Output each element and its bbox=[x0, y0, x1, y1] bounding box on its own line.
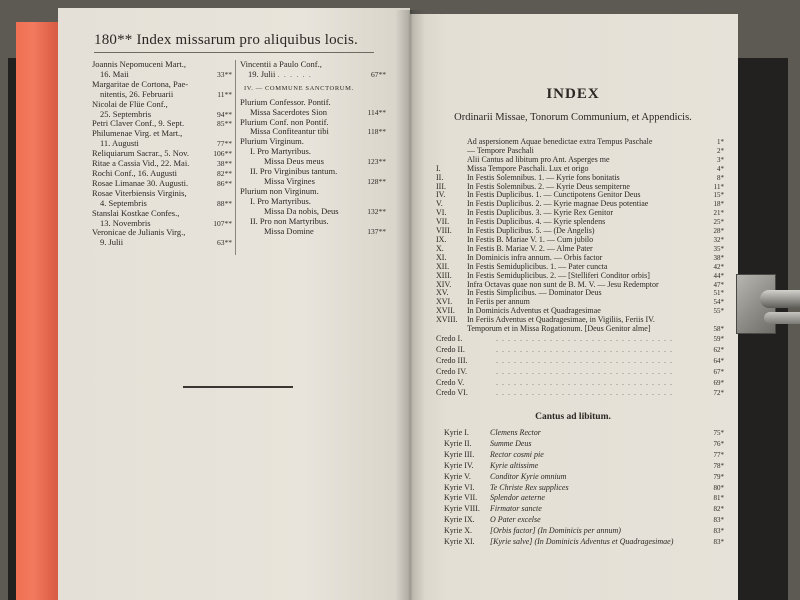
entry-label-cont: 16. Maii bbox=[100, 69, 129, 79]
credo-label: Credo V. bbox=[436, 377, 465, 387]
kyrie-text: Clemens Rector bbox=[490, 428, 541, 437]
index-entry bbox=[240, 197, 386, 207]
index-entry bbox=[240, 187, 386, 197]
index-entry bbox=[240, 108, 386, 118]
kyrie-page: 83* bbox=[713, 527, 724, 536]
kyrie-key: Kyrie X. bbox=[444, 526, 472, 536]
entry-text: In Festis Duplicibus. 3. — Kyrie Rex Genitor bbox=[467, 209, 613, 218]
entry-text: In Festis Solemnibus. 1. — Kyrie fons bonitatis bbox=[467, 173, 620, 182]
entry-key: VII. bbox=[436, 217, 450, 227]
index-entry bbox=[92, 209, 232, 219]
entry-page: 42* bbox=[713, 262, 724, 271]
index-entry bbox=[240, 177, 386, 187]
index-entry bbox=[92, 179, 232, 189]
kyrie-text: Firmator sancte bbox=[490, 504, 542, 514]
credo-page: 62* bbox=[713, 345, 724, 354]
entry-page: 77** bbox=[217, 139, 232, 149]
entry-page: 33** bbox=[217, 69, 232, 79]
entry-key: XI. bbox=[436, 252, 447, 262]
entry-page: 67** bbox=[371, 69, 386, 79]
credo-label: Credo VI. bbox=[436, 388, 468, 398]
entry-text: In Festis Duplicibus. 5. — (De Angelis) bbox=[467, 227, 595, 236]
entry-key: X. bbox=[436, 243, 444, 253]
entry-text: Infra Octavas quae non sunt de B. M. V. — Jesu Redemptor bbox=[467, 280, 659, 289]
entry-key: XII. bbox=[436, 261, 450, 271]
index-subtitle: Ordinarii Missae, Tonorum Communium, et Appendicis. bbox=[454, 112, 692, 123]
metal-clasp bbox=[730, 268, 800, 338]
entry-page: 44* bbox=[713, 271, 724, 280]
entry-label: I. Pro Martyribus. bbox=[250, 196, 311, 206]
entry-text-cont: Temporum et in Missa Rogationum. [Deus Genitor alme] bbox=[467, 325, 651, 334]
entry-label: Plurium Conf. non Pontif. bbox=[240, 117, 329, 127]
credo-label: Credo III. bbox=[436, 355, 468, 365]
credo-entry bbox=[436, 367, 724, 378]
kyrie-entry bbox=[444, 428, 724, 439]
entry-label: Plurium Confessor. Pontif. bbox=[240, 97, 331, 107]
entry-key: IX. bbox=[436, 234, 447, 244]
index-entry-cont bbox=[436, 325, 724, 334]
entry-key: III. bbox=[436, 181, 446, 191]
entry-page: 25* bbox=[713, 218, 724, 227]
entry-page: 132** bbox=[367, 206, 386, 216]
entry-text: In Feriis Adventus et Quadragesimae, in Vigiliis, Feriis IV. bbox=[467, 316, 655, 325]
kyrie-key: Kyrie VIII. bbox=[444, 504, 480, 514]
kyrie-page: 83* bbox=[713, 516, 724, 525]
index-entry bbox=[436, 298, 724, 307]
kyrie-entry bbox=[444, 515, 724, 526]
index-entry bbox=[436, 209, 724, 218]
kyrie-text: Summe Deus bbox=[490, 438, 532, 448]
index-entry bbox=[240, 127, 386, 137]
index-entry bbox=[436, 272, 724, 281]
clasp-rod-lower bbox=[764, 312, 800, 324]
entry-label-cont: 13. Novembris bbox=[100, 218, 151, 228]
entry-key: XVIII. bbox=[436, 315, 458, 325]
entry-label-cont: nitentis, 26. Februarii bbox=[100, 89, 174, 99]
entry-text: In Dominicis infra annum. — Orbis factor bbox=[467, 253, 603, 262]
index-entry bbox=[436, 263, 724, 272]
leader-dots: . . . . . . . . . . . . . . . . . . . . . . . . . . . . . . bbox=[496, 366, 673, 376]
index-entry-cont bbox=[92, 70, 232, 80]
index-entry bbox=[240, 118, 386, 128]
left-column-2 bbox=[240, 60, 386, 236]
index-entry bbox=[436, 183, 724, 192]
entry-text: In Festis Duplicibus. 4. — Kyrie splendens bbox=[467, 218, 606, 227]
entry-key: IV. bbox=[436, 190, 446, 200]
kyrie-page: 78* bbox=[713, 461, 724, 470]
index-entry bbox=[436, 156, 724, 165]
index-entry bbox=[92, 100, 232, 110]
entry-page: 58* bbox=[713, 325, 724, 334]
entry-label: Missa Da nobis, Deus bbox=[264, 206, 339, 216]
index-entry bbox=[92, 119, 232, 129]
index-entry bbox=[92, 169, 232, 179]
entry-text: In Festis B. Mariae V. 2. — Alme Pater bbox=[467, 244, 593, 253]
entry-page: 8* bbox=[717, 173, 724, 182]
leader-dots: . . . . . . . . . . . . . . . . . . . . . . . . . . . . . . bbox=[496, 344, 673, 354]
entry-label-cont: 25. Septembris bbox=[100, 109, 151, 119]
entry-text: Alii Cantus ad libitum pro Ant. Asperges me bbox=[467, 155, 610, 164]
kyrie-page: 80* bbox=[713, 483, 724, 492]
index-entry bbox=[436, 218, 724, 227]
leader-dots: . . . . . . . . . . . . . . . . . . . . . . . . . . . . . . bbox=[496, 333, 673, 343]
entry-page: 107** bbox=[213, 218, 232, 228]
entry-key: V. bbox=[436, 199, 443, 209]
entry-page: 123** bbox=[367, 157, 386, 167]
index-entry bbox=[436, 281, 724, 290]
entry-key: XIV. bbox=[436, 279, 452, 289]
entry-page: 2* bbox=[717, 146, 724, 155]
entry-label: Ritae a Cassia Vid., 22. Mai. bbox=[92, 159, 190, 169]
entry-page: 88** bbox=[217, 198, 232, 208]
entry-label: Margaritae de Cortona, Pae- bbox=[92, 79, 189, 89]
credo-page: 72* bbox=[713, 389, 724, 398]
entry-page: 94** bbox=[217, 109, 232, 119]
index-entry bbox=[92, 60, 232, 70]
index-entry bbox=[436, 165, 724, 174]
entry-key: XVII. bbox=[436, 306, 455, 316]
index-entry bbox=[436, 191, 724, 200]
entry-page: 38* bbox=[713, 253, 724, 262]
left-page-header: 180** Index missarum pro aliquibus locis. bbox=[94, 32, 359, 48]
entry-page: 4* bbox=[717, 164, 724, 173]
entry-page: 118** bbox=[367, 127, 386, 137]
entry-page: 82** bbox=[217, 168, 232, 178]
credo-entry bbox=[436, 378, 724, 389]
entry-label: Veronicae de Julianis Virg., bbox=[92, 228, 186, 238]
kyrie-key: Kyrie I. bbox=[444, 428, 469, 437]
entry-label: Plurium non Virginum. bbox=[240, 186, 319, 196]
entry-label: Missa Sacerdotes Sion bbox=[250, 107, 327, 117]
entry-text: In Festis Solemnibus. 2. — Kyrie Deus sempiterne bbox=[467, 182, 630, 191]
index-entry bbox=[92, 228, 232, 238]
entry-page: 55* bbox=[713, 307, 724, 316]
kyrie-entry bbox=[444, 461, 724, 472]
kyrie-key: Kyrie IX. bbox=[444, 515, 475, 525]
kyrie-text: [Orbis factor] (In Dominicis per annum) bbox=[490, 526, 621, 536]
leader-dots: . . . . . . . . . . . . . . . . . . . . . . . . . . . . . . bbox=[496, 355, 673, 365]
entry-page: 28* bbox=[713, 227, 724, 236]
entry-text: In Feriis per annum bbox=[467, 298, 530, 307]
kyrie-key: Kyrie VII. bbox=[444, 493, 478, 503]
entry-page: 21* bbox=[713, 209, 724, 218]
entry-page: 63** bbox=[217, 238, 232, 248]
entry-page: 32* bbox=[713, 235, 724, 244]
entry-label: Missa Confiteantur tibi bbox=[250, 127, 329, 137]
credo-page: 64* bbox=[713, 356, 724, 365]
entry-key: VI. bbox=[436, 208, 447, 218]
entry-page: 1* bbox=[717, 138, 724, 146]
index-entry bbox=[240, 217, 386, 227]
index-entry bbox=[92, 80, 232, 90]
kyrie-text: O Pater excelse bbox=[490, 515, 541, 525]
kyrie-key: Kyrie V. bbox=[444, 471, 471, 481]
entry-text: In Festis Duplicibus. 1. — Cunctipotens Genitor Deus bbox=[467, 191, 641, 200]
entry-label: Nicolai de Flüe Conf., bbox=[92, 99, 168, 109]
index-entry bbox=[92, 159, 232, 169]
entry-text: In Festis B. Mariae V. 1. — Cum jubilo bbox=[467, 235, 594, 244]
kyrie-page: 76* bbox=[713, 439, 724, 448]
kyrie-key: Kyrie IV. bbox=[444, 460, 474, 470]
index-entry bbox=[92, 129, 232, 139]
entry-label: Philumenae Virg. et Mart., bbox=[92, 129, 183, 139]
entry-key: XVI. bbox=[436, 297, 453, 307]
entry-text: In Festis Duplicibus. 2. — Kyrie magnae Deus potentiae bbox=[467, 200, 649, 209]
index-entry-cont bbox=[92, 238, 232, 248]
entry-label: Reliquiarum Sacrar., 5. Nov. bbox=[92, 149, 189, 159]
entry-page: 3* bbox=[717, 155, 724, 164]
kyrie-key: Kyrie II. bbox=[444, 438, 472, 448]
credo-label: Credo I. bbox=[436, 333, 463, 343]
kyrie-entry bbox=[444, 504, 724, 515]
kyrie-page: 81* bbox=[713, 494, 724, 503]
index-entry bbox=[436, 227, 724, 236]
index-entry bbox=[240, 207, 386, 217]
credo-label: Credo IV. bbox=[436, 366, 467, 376]
credo-page: 67* bbox=[713, 367, 724, 376]
kyrie-text: Kyrie altissime bbox=[490, 460, 539, 470]
entry-key: XIII. bbox=[436, 270, 452, 280]
entry-label: II. Pro non Martyribus. bbox=[250, 216, 329, 226]
credo-label: Credo II. bbox=[436, 344, 465, 354]
index-entry bbox=[436, 245, 724, 254]
entry-label: II. Pro Virginibus tantum. bbox=[250, 167, 338, 177]
entry-label: Rosae Limanae 30. Augusti. bbox=[92, 178, 189, 188]
index-entry bbox=[436, 316, 724, 325]
index-entry bbox=[436, 236, 724, 245]
entry-label: Stanslai Kostkae Confes., bbox=[92, 208, 180, 218]
entry-page: 114** bbox=[367, 107, 386, 117]
kyrie-text: Te Christe Rex supplices bbox=[490, 482, 569, 492]
kyrie-page: 83* bbox=[713, 538, 724, 547]
entry-label: Rosae Viterbiensis Virginis, bbox=[92, 188, 187, 198]
entry-text: — Tempore Paschali bbox=[467, 146, 534, 155]
index-entry bbox=[436, 200, 724, 209]
index-entry bbox=[436, 147, 724, 156]
entry-page: 51* bbox=[713, 289, 724, 298]
kyrie-page: 75* bbox=[713, 429, 724, 437]
kyrie-page: 77* bbox=[713, 450, 724, 459]
kyrie-entry bbox=[444, 526, 724, 537]
index-entry bbox=[240, 60, 386, 70]
entry-text: In Festis Simplicibus. — Dominator Deus bbox=[467, 289, 602, 298]
kyrie-list bbox=[444, 428, 724, 548]
index-entry bbox=[240, 137, 386, 147]
entry-page: 86** bbox=[217, 178, 232, 188]
kyrie-key: Kyrie VI. bbox=[444, 482, 475, 492]
credo-entry bbox=[436, 334, 724, 345]
index-entry bbox=[240, 147, 386, 157]
entry-page: 11* bbox=[713, 182, 724, 191]
index-entry bbox=[436, 289, 724, 298]
index-entry bbox=[436, 174, 724, 183]
left-column-1 bbox=[92, 60, 232, 248]
clasp-rod bbox=[760, 290, 800, 308]
ordinary-index-list bbox=[436, 138, 724, 399]
entry-page: 54* bbox=[713, 298, 724, 307]
entry-page: 47* bbox=[713, 280, 724, 289]
entry-page: 85** bbox=[217, 119, 232, 129]
index-entry bbox=[240, 167, 386, 177]
entry-text: In Festis Semiduplicibus. 2. — [Stelliferi Conditor orbis] bbox=[467, 271, 650, 280]
index-entry-cont bbox=[240, 70, 386, 80]
entry-text: In Dominicis Adventus et Quadragesimae bbox=[467, 307, 601, 316]
index-entry-cont bbox=[92, 219, 232, 229]
kyrie-entry bbox=[444, 472, 724, 483]
index-entry-cont bbox=[92, 110, 232, 120]
index-title: INDEX bbox=[546, 86, 600, 102]
kyrie-text: Splendor aeterne bbox=[490, 493, 545, 503]
kyrie-key: Kyrie III. bbox=[444, 449, 475, 459]
index-entry bbox=[92, 189, 232, 199]
entry-label: Missa Deus meus bbox=[264, 157, 324, 167]
entry-label: Rochi Conf., 16. Augusti bbox=[92, 168, 178, 178]
entry-label: Missa Virgines bbox=[264, 176, 315, 186]
kyrie-entry bbox=[444, 493, 724, 504]
kyrie-text: Rector cosmi pie bbox=[490, 449, 544, 459]
entry-page: 11** bbox=[217, 89, 232, 99]
index-entry bbox=[240, 157, 386, 167]
entry-label: Missa Domine bbox=[264, 226, 314, 236]
end-rule bbox=[183, 386, 293, 388]
kyrie-key: Kyrie XI. bbox=[444, 537, 475, 547]
entry-label-cont: 19. Julii . . . . . . bbox=[248, 69, 312, 79]
entry-key: VIII. bbox=[436, 226, 452, 236]
entry-text: Ad aspersionem Aquae benedictae extra Tempus Paschale bbox=[467, 138, 653, 146]
entry-label: Joannis Nepomuceni Mart., bbox=[92, 60, 186, 69]
index-entry-cont bbox=[92, 199, 232, 209]
index-entry bbox=[92, 149, 232, 159]
index-entry bbox=[240, 98, 386, 108]
entry-label: Plurium Virginum. bbox=[240, 137, 304, 147]
credo-entry bbox=[436, 345, 724, 356]
kyrie-entry bbox=[444, 483, 724, 494]
credo-page: 69* bbox=[713, 378, 724, 387]
entry-key: I. bbox=[436, 163, 441, 173]
entry-page: 35* bbox=[713, 244, 724, 253]
kyrie-entry bbox=[444, 439, 724, 450]
section-heading: IV. — COMMUNE SANCTORUM. bbox=[244, 84, 354, 92]
entry-text: Missa Tempore Paschali. Lux et origo bbox=[467, 164, 589, 173]
entry-key: XV. bbox=[436, 288, 449, 298]
entry-label-cont: 11. Augusti bbox=[100, 139, 139, 149]
index-entry bbox=[436, 138, 724, 147]
entry-text: In Festis Semiduplicibus. 1. — Pater cuncta bbox=[467, 262, 608, 271]
kyrie-entry bbox=[444, 537, 724, 548]
credo-entry bbox=[436, 388, 724, 399]
index-entry bbox=[240, 227, 386, 237]
credo-page: 59* bbox=[713, 334, 724, 343]
kyrie-page: 82* bbox=[713, 505, 724, 514]
kyrie-entry bbox=[444, 450, 724, 461]
entry-key: II. bbox=[436, 172, 444, 182]
entry-page: 137** bbox=[367, 226, 386, 236]
column-divider bbox=[235, 60, 236, 255]
index-entry bbox=[436, 307, 724, 316]
entry-label: I. Pro Martyribus. bbox=[250, 147, 311, 157]
entry-page: 15* bbox=[713, 191, 724, 200]
entry-label: Petri Claver Conf., 9. Sept. bbox=[92, 119, 185, 129]
index-entry bbox=[436, 254, 724, 263]
leader-dots: . . . . . . . . . . . . . . . . . . . . . . . . . . . . . . bbox=[496, 377, 673, 387]
kyrie-page: 79* bbox=[713, 472, 724, 481]
index-entry-cont bbox=[92, 90, 232, 100]
entry-page: 106** bbox=[213, 149, 232, 159]
cantus-heading: Cantus ad libitum. bbox=[535, 412, 611, 422]
entry-label-cont: 9. Julii bbox=[100, 238, 124, 248]
entry-page: 128** bbox=[367, 176, 386, 186]
entry-label-cont: 4. Septembris bbox=[100, 198, 147, 208]
kyrie-text: [Kyrie salve] (In Dominicis Adventus et Quadragesimae) bbox=[490, 537, 674, 547]
index-entry-cont bbox=[92, 139, 232, 149]
credo-entry bbox=[436, 356, 724, 367]
leader-dots: . . . . . . . . . . . . . . . . . . . . . . . . . . . . . . bbox=[496, 388, 673, 398]
entry-page: 18* bbox=[713, 200, 724, 209]
entry-page: 38** bbox=[217, 159, 232, 169]
kyrie-text: Conditor Kyrie omnium bbox=[490, 471, 567, 481]
header-rule bbox=[94, 52, 374, 53]
entry-label: Vincentii a Paulo Conf., bbox=[240, 60, 322, 69]
